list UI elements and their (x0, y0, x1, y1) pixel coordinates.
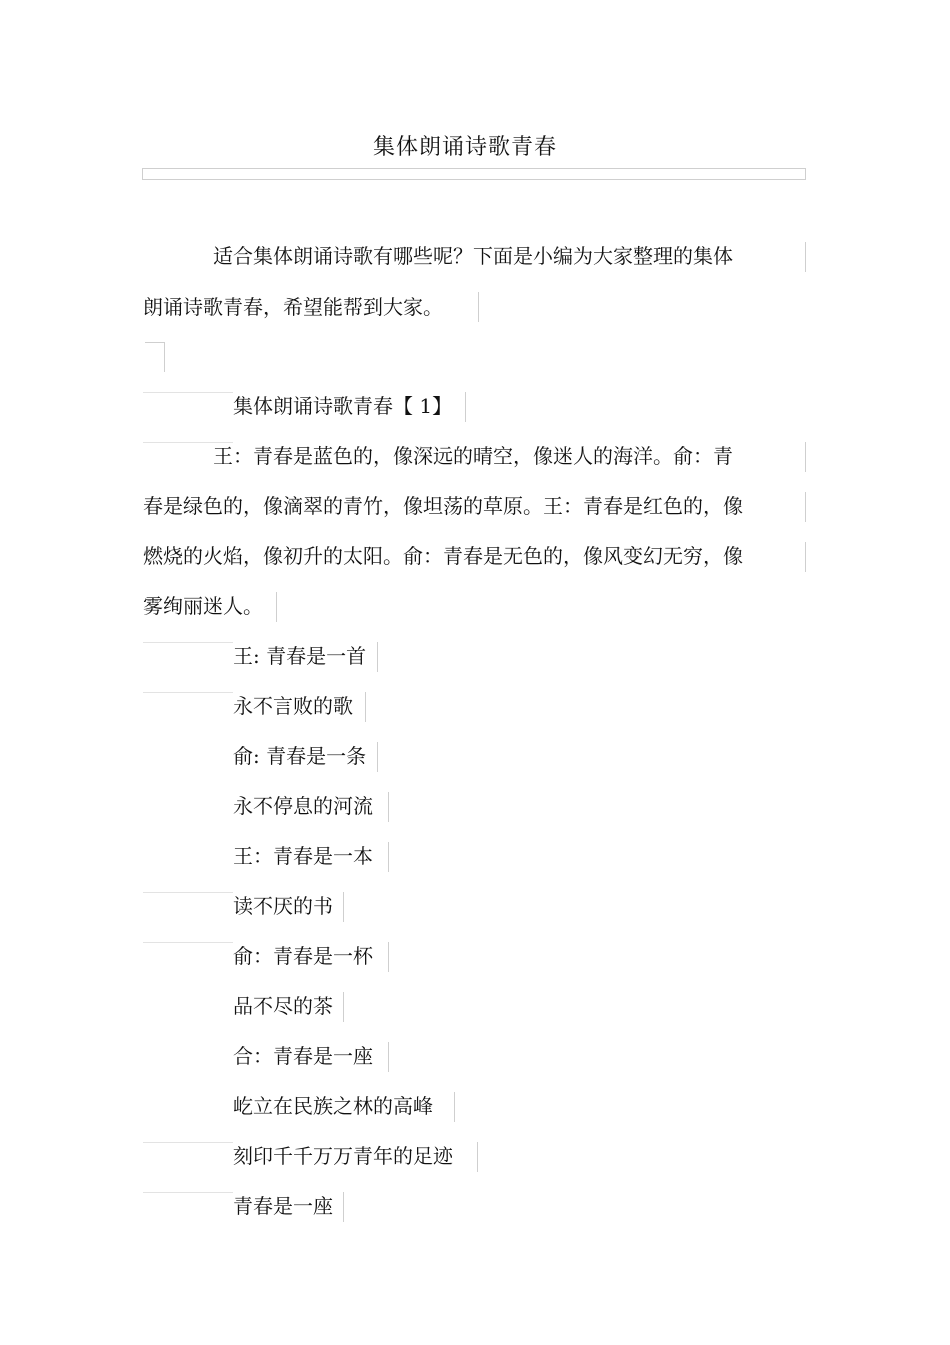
verse-line: 王：青春是一本 (233, 844, 373, 868)
line-marker (276, 592, 277, 622)
line-marker (805, 242, 806, 272)
line-marker (388, 792, 389, 822)
verse-line: 合：青春是一座 (233, 1044, 373, 1068)
verse-line: 王: 青春是一首 (233, 644, 367, 668)
line-marker (388, 942, 389, 972)
line-marker (388, 842, 389, 872)
section-heading: 集体朗诵诗歌青春【 1】 (233, 394, 453, 418)
verse-line: 青春是一座 (233, 1194, 333, 1218)
paragraph-line-3: 燃烧的火焰，像初升的太阳。俞：青春是无色的，像风变幻无穷，像 (143, 544, 743, 568)
faint-rule (143, 692, 233, 693)
document-title: 集体朗诵诗歌青春 (372, 135, 557, 160)
line-marker (805, 442, 806, 472)
verse-line: 俞: 青春是一条 (233, 744, 367, 768)
line-marker (377, 642, 378, 672)
verse-line: 俞：青春是一杯 (233, 944, 373, 968)
line-marker (478, 292, 479, 322)
verse-line: 刻印千千万万青年的足迹 (233, 1144, 453, 1168)
corner-mark (145, 342, 165, 372)
line-marker (343, 892, 344, 922)
paragraph-line-4: 雾绚丽迷人。 (143, 594, 263, 618)
verse-line: 屹立在民族之林的高峰 (233, 1094, 433, 1118)
faint-rule (143, 1192, 233, 1193)
intro-line-1: 适合集体朗诵诗歌有哪些呢？下面是小编为大家整理的集体 (213, 244, 733, 268)
faint-rule (143, 1142, 233, 1143)
line-marker (343, 1192, 344, 1222)
faint-rule (143, 892, 233, 893)
line-marker (454, 1092, 455, 1122)
verse-line: 读不厌的书 (233, 894, 333, 918)
verse-line: 永不言败的歌 (233, 694, 353, 718)
line-marker (477, 1142, 478, 1172)
line-marker (343, 992, 344, 1022)
paragraph-line-1: 王：青春是蓝色的，像深远的晴空，像迷人的海洋。俞：青 (213, 444, 733, 468)
line-marker (805, 492, 806, 522)
line-marker (365, 692, 366, 722)
faint-rule (143, 392, 233, 393)
paragraph-line-2: 春是绿色的，像滴翠的青竹，像坦荡的草原。王：青春是红色的，像 (143, 494, 743, 518)
title-divider (142, 168, 806, 180)
line-marker (805, 542, 806, 572)
faint-rule (143, 942, 233, 943)
verse-line: 永不停息的河流 (233, 794, 373, 818)
line-marker (465, 392, 466, 422)
line-marker (377, 742, 378, 772)
intro-line-2: 朗诵诗歌青春，希望能帮到大家。 (143, 295, 443, 319)
faint-rule (143, 642, 233, 643)
line-marker (388, 1042, 389, 1072)
verse-line: 品不尽的茶 (233, 994, 333, 1018)
